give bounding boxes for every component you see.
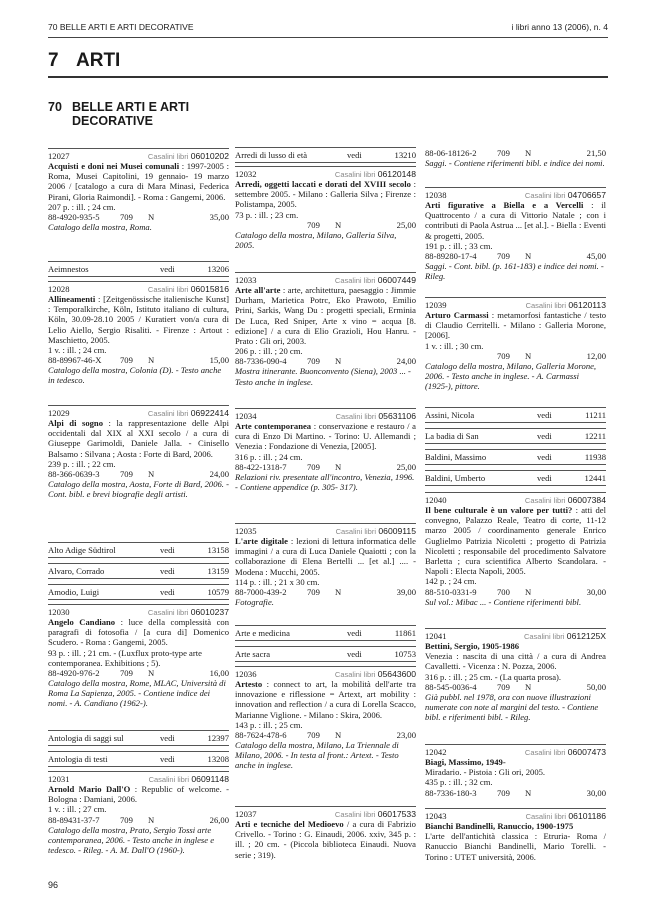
- cross-reference: Amodio, Luigi vedi 10579: [48, 584, 229, 600]
- entry-physical: 206 p. : ill. ; 20 cm.: [235, 346, 303, 357]
- entry-physical: 1 v. : ill. ; 30 cm.: [425, 340, 484, 351]
- entry-note: Catalogo della mostra, Prato, Sergio Tossi arte contemporanea, 2006. - Testo anche in inglese e tedesco. - Rileg. - A. M. Dall'O (1960-).: [48, 824, 215, 856]
- isbn-row: 709 N 25,00: [307, 219, 416, 230]
- subsection-number: 70: [48, 100, 62, 114]
- entry: 12027 Casalini libri 06010202 Acquisti e doni nei Musei comunali : 1997-2005 : Roma, Musei Capitolini, 19 gennaio- 19 marzo 2006 / [catalogo a cura di Mara Minasi, Federica Pirani, Gloria Raimondi]. - Roma : Gangemi, 2006. 207 p. : ill. ; 24 cm. 88-4920-935-5 709 N 35,00 Catalogo della mostra, Roma.: [48, 148, 229, 232]
- cross-reference: Baldini, Umberto vedi 12441: [425, 470, 606, 486]
- section-number: 7: [48, 50, 59, 71]
- entry-id: 12035: [235, 526, 257, 536]
- entry-note: Fotografie.: [235, 597, 274, 608]
- entry-title: Arnold Mario Dall'O: [48, 784, 131, 794]
- entry-note: Relazioni riv. presentate all'incontro, Venezia, 1996. - Contiene appendice (p. 305- 317).: [235, 471, 415, 493]
- isbn-row: 88-545-0036-4 709 N 50,00: [425, 681, 606, 692]
- header-rule: [48, 37, 608, 38]
- entry-physical: 73 p. : ill. ; 23 cm.: [235, 209, 299, 220]
- entry: 12034 Casalini libri 05631106 Arte contemporanea : conservazione e restauro / a cura di Enzo Di Martino. - Torino: U. Allemandi ; Venezia : Fondazione di Venezia, [2005]. 316 p. : ill. ; 24 cm. 88-422-1318-7 709 N 25,00 Relazioni riv. presentate all'incontro, Venezia, 1996. - Contiene appendice (p. 305- 317).: [235, 408, 416, 492]
- entry-title: Arti e tecniche del Medioevo: [235, 819, 344, 829]
- section-heading: [48, 50, 120, 72]
- isbn-row: 88-7624-478-6 709 N 23,00: [235, 730, 416, 741]
- casalini-code: Casalini libri 06091148: [148, 774, 229, 784]
- cross-reference: Antologia di saggi sul vedi 12397: [48, 730, 229, 746]
- entry-id: 12041: [425, 631, 447, 641]
- cross-reference: Arredi di lusso di età vedi 13210: [235, 147, 416, 163]
- entry: 12030 Casalini libri 06010237 Angelo Candiano : luce della complessità con paragrafi di fotosofia / [a cura di] Domenico Scudero. - Roma : Gangemi, 2005. 93 p. : ill. ; 21 cm. - (Luxflux proto-type arte contemporanea. Exhibitions ; 5). 88-4920-976-2 709 N 16,00 Catalogo della mostra, Rome, MLAC, Università di Roma La Sapienza, 2005. - Contiene indice dei nomi. - A. Candiano (1962-).: [48, 604, 229, 709]
- isbn-row: 88-4920-935-5 709 N 35,00: [48, 212, 229, 223]
- entry-note: Catalogo della mostra, Milano, Galleria Silva, 2005.: [235, 229, 397, 251]
- entry-title: Biagi, Massimo, 1949-: [425, 757, 506, 767]
- entry: 12029 Casalini libri 06922414 Alpi di sogno : la rappresentazione delle Alpi occidentali dal XIX al XXI secolo / a cura di Giuseppe Garimoldi, Daniele Jalla. - Cinisello Balsamo : Silvana ; Aosta : Forte di Bard, 2006. 239 p. : ill. ; 22 cm. 88-366-0639-3 709 N 24,00 Catalogo della mostra, Aosta, Forte di Bard, 2006. - Cont. bibl. e brevi biografie degli artisti.: [48, 405, 229, 499]
- isbn-row: 88-7336-180-3 709 N 30,00: [425, 787, 606, 798]
- entry-title: Arturo Carmassi: [425, 310, 489, 320]
- entry-id: 12027: [48, 151, 70, 161]
- entry: 12040 Casalini libri 06007384 Il bene culturale è un valore per tutti? : atti del convegno, Palazzo Reale, Teatro di corte, 11-12 marzo 2005 / coordinamento generale Enrico Guglielmo Patrizia Nicoletti ; progetto di Patrizia Nicoletti ; responsabile del procedimento Salvatore Barletta ; cura scientifica Alberto Scandolara. - Napoli : Electa Napoli, 2005. 142 p. ; 24 cm. 88-510-0331-9 700 N 30,00 Sul vol.: Mibac ... - Contiene riferimenti bibl.: [425, 492, 606, 607]
- entry-physical: 1 v. : ill. ; 24 cm.: [48, 345, 107, 356]
- entry-title: L'arte digitale: [235, 536, 288, 546]
- entry-note: Saggi. - Contiene riferimenti bibl. e indice dei nomi.: [425, 158, 605, 168]
- cross-reference: Alvaro, Corrado vedi 13159: [48, 563, 229, 579]
- entry-note: Catalogo della mostra, Milano, La Triennale di Milano, 2006. - In testa al front.: Artext. - Testo anche in inglese.: [235, 740, 399, 771]
- entry-id: 12028: [48, 284, 70, 294]
- entry-note: Catalogo della mostra, Rome, MLAC, Università di Roma La Sapienza, 2005. - Contiene indice dei nomi. - A. Candiano (1962-).: [48, 678, 226, 709]
- casalini-code: Casalini libri 06120113: [525, 300, 606, 310]
- cross-reference: La badia di San vedi 12211: [425, 428, 606, 444]
- entry-physical: 316 p. : ill. ; 24 cm.: [235, 451, 303, 462]
- entry-physical: 142 p. ; 24 cm.: [425, 576, 477, 587]
- header-left: 70 BELLE ARTI E ARTI DECORATIVE: [48, 22, 194, 32]
- entry: 12038 Casalini libri 04706657 Arti figurative a Biella e a Vercelli : il Quattrocento / a cura di Vittorio Natale ; con i contributi di Paola Astrua ... [et al.]. - Biella : Eventi & progetti, 2005. 191 p. : ill. ; 33 cm. 88-89280-17-4 709 N 45,00 Saggi. - Cont. bibl. (p. 161-183) e indice dei nomi. - Rileg.: [425, 187, 606, 281]
- entry: 12031 Casalini libri 06091148 Arnold Mario Dall'O : Republic of welcome. - Bologna : Damiani, 2006. 1 v. : ill. ; 27 cm. 88-89431-37-7 709 N 26,00 Catalogo della mostra, Prato, Sergio Tossi arte contemporanea, 2006. - Testo anche in inglese e tedesco. - Rileg. - A. M. Dall'O (1960-).: [48, 771, 229, 855]
- isbn-row: 88-366-0639-3 709 N 24,00: [48, 469, 229, 480]
- entry-note: Catalogo della mostra, Aosta, Forte di Bard, 2006. - Cont. bibl. e brevi biografie degli artisti.: [48, 479, 229, 500]
- entry: 12037 Casalini libri 06017533 Arti e tecniche del Medioevo / a cura di Fabrizio Crivello. - Torino : G. Einaudi, 2006. xxiv, 345 p. : ill. ; 20 cm. - (Piccola biblioteca Einaudi. Nuova serie ; 319).: [235, 806, 416, 860]
- section-rule: [48, 76, 608, 78]
- casalini-code: Casalini libri 04706657: [524, 190, 606, 200]
- entry-continuation: [425, 148, 606, 168]
- cross-reference: Aeimnestos vedi 13206: [48, 261, 229, 277]
- header-right: i libri anno 13 (2006), n. 4: [511, 22, 608, 32]
- cross-reference: Assini, Nicola vedi 11211: [425, 407, 606, 423]
- entry-note: Catalogo della mostra, Colonia (D). - Testo anche in tedesco.: [48, 365, 222, 386]
- entry-title: Bianchi Bandinelli, Ranuccio, 1900-1975: [425, 821, 574, 831]
- isbn-row: 88-89280-17-4 709 N 45,00: [425, 251, 606, 262]
- casalini-code: Casalini libri 06007449: [334, 275, 416, 285]
- entry-physical: 191 p. : ill. ; 33 cm.: [425, 240, 493, 251]
- entry-id: 12029: [48, 408, 70, 418]
- isbn-row: 88-89431-37-7 709 N 26,00: [48, 814, 229, 825]
- entry-note: Catalogo della mostra, Milano, Galleria Morone, 2006. - Testo anche in inglese. - A. Carmassi (1925-), pittore.: [425, 360, 597, 392]
- entry-note: Sul vol.: Mibac ... - Contiene riferimenti bibl.: [425, 596, 582, 607]
- entry-id: 12043: [425, 811, 447, 821]
- entry-physical: 316 p. : ill. ; 25 cm. - (La quarta prosa).: [425, 671, 562, 682]
- entry-physical: 207 p. : ill. ; 24 cm.: [48, 201, 116, 212]
- entry-id: 12042: [425, 747, 447, 757]
- entry: 12041 Casalini libri 0612125X Bettini, Sergio, 1905-1986 Venezia : nascita di una città / a cura di Andrea Cavalletti. - Vicenza : N. Pozza, 2006. 316 p. : ill. ; 25 cm. - (La quarta prosa). 88-545-0036-4 709 N 50,00 Già pubbl. nel 1978, ora con nuove illustrazioni numerate con note al margini del testo. - Contiene bibl. e riferimenti bibl. - Rileg.: [425, 628, 606, 722]
- entry: 12039 Casalini libri 06120113 Arturo Carmassi : metamorfosi fantastiche / testo di Claudio Cerritelli. - Milano : Galleria Morone, [2006]. 1 v. : ill. ; 30 cm. 709 N 12,00 Catalogo della mostra, Milano, Galleria Morone, 2006. - Testo anche in inglese. - A. Carmassi (1925-), pittore.: [425, 297, 606, 391]
- subsection-title: BELLE ARTI E ARTI DECORATIVE: [72, 100, 190, 128]
- entry-title: Arte all'arte: [235, 285, 281, 295]
- entry-note: Catalogo della mostra, Roma.: [48, 222, 152, 233]
- entry-id: 12031: [48, 774, 70, 784]
- casalini-code: Casalini libri 06007473: [524, 747, 606, 757]
- isbn-row: 88-4920-976-2 709 N 16,00: [48, 668, 229, 679]
- entry-physical: 435 p. : ill. ; 32 cm.: [425, 777, 493, 788]
- entry-id: 12036: [235, 669, 257, 679]
- entry: 12035 Casalini libri 06009115 L'arte digitale : lezioni di lettura informatica delle immagini / a cura di Luca Daniele Quaiotti ; con la collaborazione di Elena Bertelli ... [et al.] .... - Modena : Mucchi, 2005. 114 p. : ill. ; 21 x 30 cm. 88-7000-439-2 709 N 39,00 Fotografie.: [235, 523, 416, 607]
- entry-title: Angelo Candiano: [48, 617, 116, 627]
- cross-reference: Baldini, Massimo vedi 11938: [425, 449, 606, 465]
- entry-id: 12033: [235, 275, 257, 285]
- entry-physical: 114 p. : ill. ; 21 x 30 cm.: [235, 576, 320, 587]
- entry-title: Arte contemporanea: [235, 421, 312, 431]
- section-title: ARTI: [76, 50, 121, 71]
- casalini-code: Casalini libri 06120148: [334, 169, 416, 179]
- entry-id: 12037: [235, 809, 257, 819]
- running-header: [48, 22, 608, 36]
- entry: 12028 Casalini libri 06015816 Allineamenti : [Zeitgenössische italienische Kunst] : Temporalkirche, Köln, Istituto italiano di cultura, Köln, 30.09-28.10 2005 / Kuratiert von/a cura di Lelio Aiello, Sergio Risaliti. - Firenze : Artout : Maschietto, 2005. 1 v. : ill. ; 24 cm. 88-89967-46-X 709 N 15,00 Catalogo della mostra, Colonia (D). - Testo anche in tedesco.: [48, 281, 229, 386]
- isbn-row: 88-89967-46-X 709 N 15,00: [48, 355, 229, 366]
- entry: 12042 Casalini libri 06007473 Biagi, Massimo, 1949- Miradario. - Pistoia : Gli ori, 2005. 435 p. : ill. ; 32 cm. 88-7336-180-3 709 N 30,00: [425, 744, 606, 798]
- isbn-row: 88-7336-090-4 709 N 24,00: [235, 356, 416, 367]
- entry-id: 12034: [235, 411, 257, 421]
- isbn-row: 88-06-18126-2 709 N 21,50: [425, 148, 606, 158]
- entry-physical: 1 v. : ill. ; 27 cm.: [48, 804, 107, 815]
- entry-physical: 93 p. : ill. ; 21 cm. - (Luxflux proto-type arte contemporanea. Exhibitions ; 5).: [48, 647, 202, 668]
- entry-title: Arredi, oggetti laccati e dorati del XVIII secolo: [235, 179, 411, 189]
- entry-note: Già pubbl. nel 1978, ora con nuove illustrazioni numerate con note al margini del testo. - Contiene bibl. e riferimenti bibl. - Rileg.: [425, 691, 599, 723]
- casalini-code: Casalini libri 06015816: [147, 284, 229, 294]
- casalini-code: Casalini libri 06017533: [334, 809, 416, 819]
- entry-title: Alpi di sogno: [48, 418, 104, 428]
- cross-reference: Antologia di testi vedi 13208: [48, 751, 229, 767]
- casalini-code: Casalini libri 06922414: [147, 408, 229, 418]
- entry: 12032 Casalini libri 06120148 Arredi, oggetti laccati e dorati del XVIII secolo : settembre 2005. - Milano : Galleria Silva ; Firenze : Polistampa, 2005. 73 p. : ill. ; 23 cm. 709 N 25,00 Catalogo della mostra, Milano, Galleria Silva, 2005.: [235, 166, 416, 250]
- entry-title: Allineamenti: [48, 294, 96, 304]
- cross-reference: Alto Adige Südtirol vedi 13158: [48, 542, 229, 558]
- cross-reference: Arte e medicina vedi 11861: [235, 625, 416, 641]
- casalini-code: Casalini libri 06010237: [147, 607, 229, 617]
- entry-id: 12040: [425, 495, 447, 505]
- entry: 12036 Casalini libri 05643600 Artesto : connect to art, la mobilità dell'arte tra innovazione e riflessione = Artext, art mobility : innovation and reflection / a cura di Lorella Scacco, Marianne Viglione. - Milano : Skira, 2006. 143 p. : ill. ; 25 cm. 88-7624-478-6 709 N 23,00 Catalogo della mostra, Milano, La Triennale di Milano, 2006. - In testa al front.: Artext. - Testo anche in inglese.: [235, 666, 416, 771]
- cross-reference: Arte sacra vedi 10753: [235, 646, 416, 662]
- casalini-code: Casalini libri 05631106: [335, 411, 416, 421]
- casalini-code: Casalini libri 06009115: [335, 526, 416, 536]
- casalini-code: Casalini libri 06007384: [524, 495, 606, 505]
- entry-title: Arti figurative a Biella e a Vercelli: [425, 200, 584, 210]
- entry-physical: 143 p. : ill. ; 25 cm.: [235, 719, 303, 730]
- entry-id: 12038: [425, 190, 447, 200]
- entry-title: Artesto: [235, 679, 263, 689]
- entry: 12033 Casalini libri 06007449 Arte all'arte : arte, architettura, paesaggio : Jimmie Durham, Marietica Potrc, Eko Prawoto, Emilio Prini, Sarkis, Wang Du : progetti speciali, Erminia De Luca, Red Sniper, Arte x vino = acqua [8. edizione] / a cura di Elio Grazioli, Hou Hanru. - Prato : Gli ori, 2003. 206 p. : ill. ; 20 cm. 88-7336-090-4 709 N 24,00 Mostra itinerante. Buonconvento (Siena), 2003 ... - Testo anche in inglese.: [235, 272, 416, 387]
- entry-id: 12032: [235, 169, 257, 179]
- entry: 12043 Casalini libri 06101186 Bianchi Bandinelli, Ranuccio, 1900-1975 L'arte dell'antichità classica : Etruria- Roma / Ranuccio Bianchi Bandinelli, Mario Torelli. - Torino : UTET università, 2006.: [425, 808, 606, 862]
- entry-note: Saggi. - Cont. bibl. (p. 161-183) e indice dei nomi. - Rileg.: [425, 261, 604, 282]
- casalini-code: Casalini libri 06101186: [525, 811, 606, 821]
- entry-title: Bettini, Sergio, 1905-1986: [425, 641, 520, 651]
- entry-id: 12030: [48, 607, 70, 617]
- entry-title: Il bene culturale è un valore per tutti?: [425, 505, 573, 515]
- page-number: 96: [48, 880, 59, 890]
- entry-id: 12039: [425, 300, 447, 310]
- entry-physical: 239 p. : ill. ; 22 cm.: [48, 458, 116, 469]
- isbn-row: 709 N 12,00: [497, 350, 606, 361]
- isbn-row: 88-510-0331-9 700 N 30,00: [425, 586, 606, 597]
- isbn-row: 88-7000-439-2 709 N 39,00: [235, 587, 416, 598]
- casalini-code: Casalini libri 06010202: [147, 151, 229, 161]
- casalini-code: Casalini libri 0612125X: [523, 631, 606, 641]
- casalini-code: Casalini libri 05643600: [334, 669, 416, 679]
- entry-note: Mostra itinerante. Buonconvento (Siena), 2003 ... - Testo anche in inglese.: [235, 366, 411, 387]
- entry-title: Acquisti e doni nei Musei comunali: [48, 161, 180, 171]
- isbn-row: 88-422-1318-7 709 N 25,00: [235, 461, 416, 472]
